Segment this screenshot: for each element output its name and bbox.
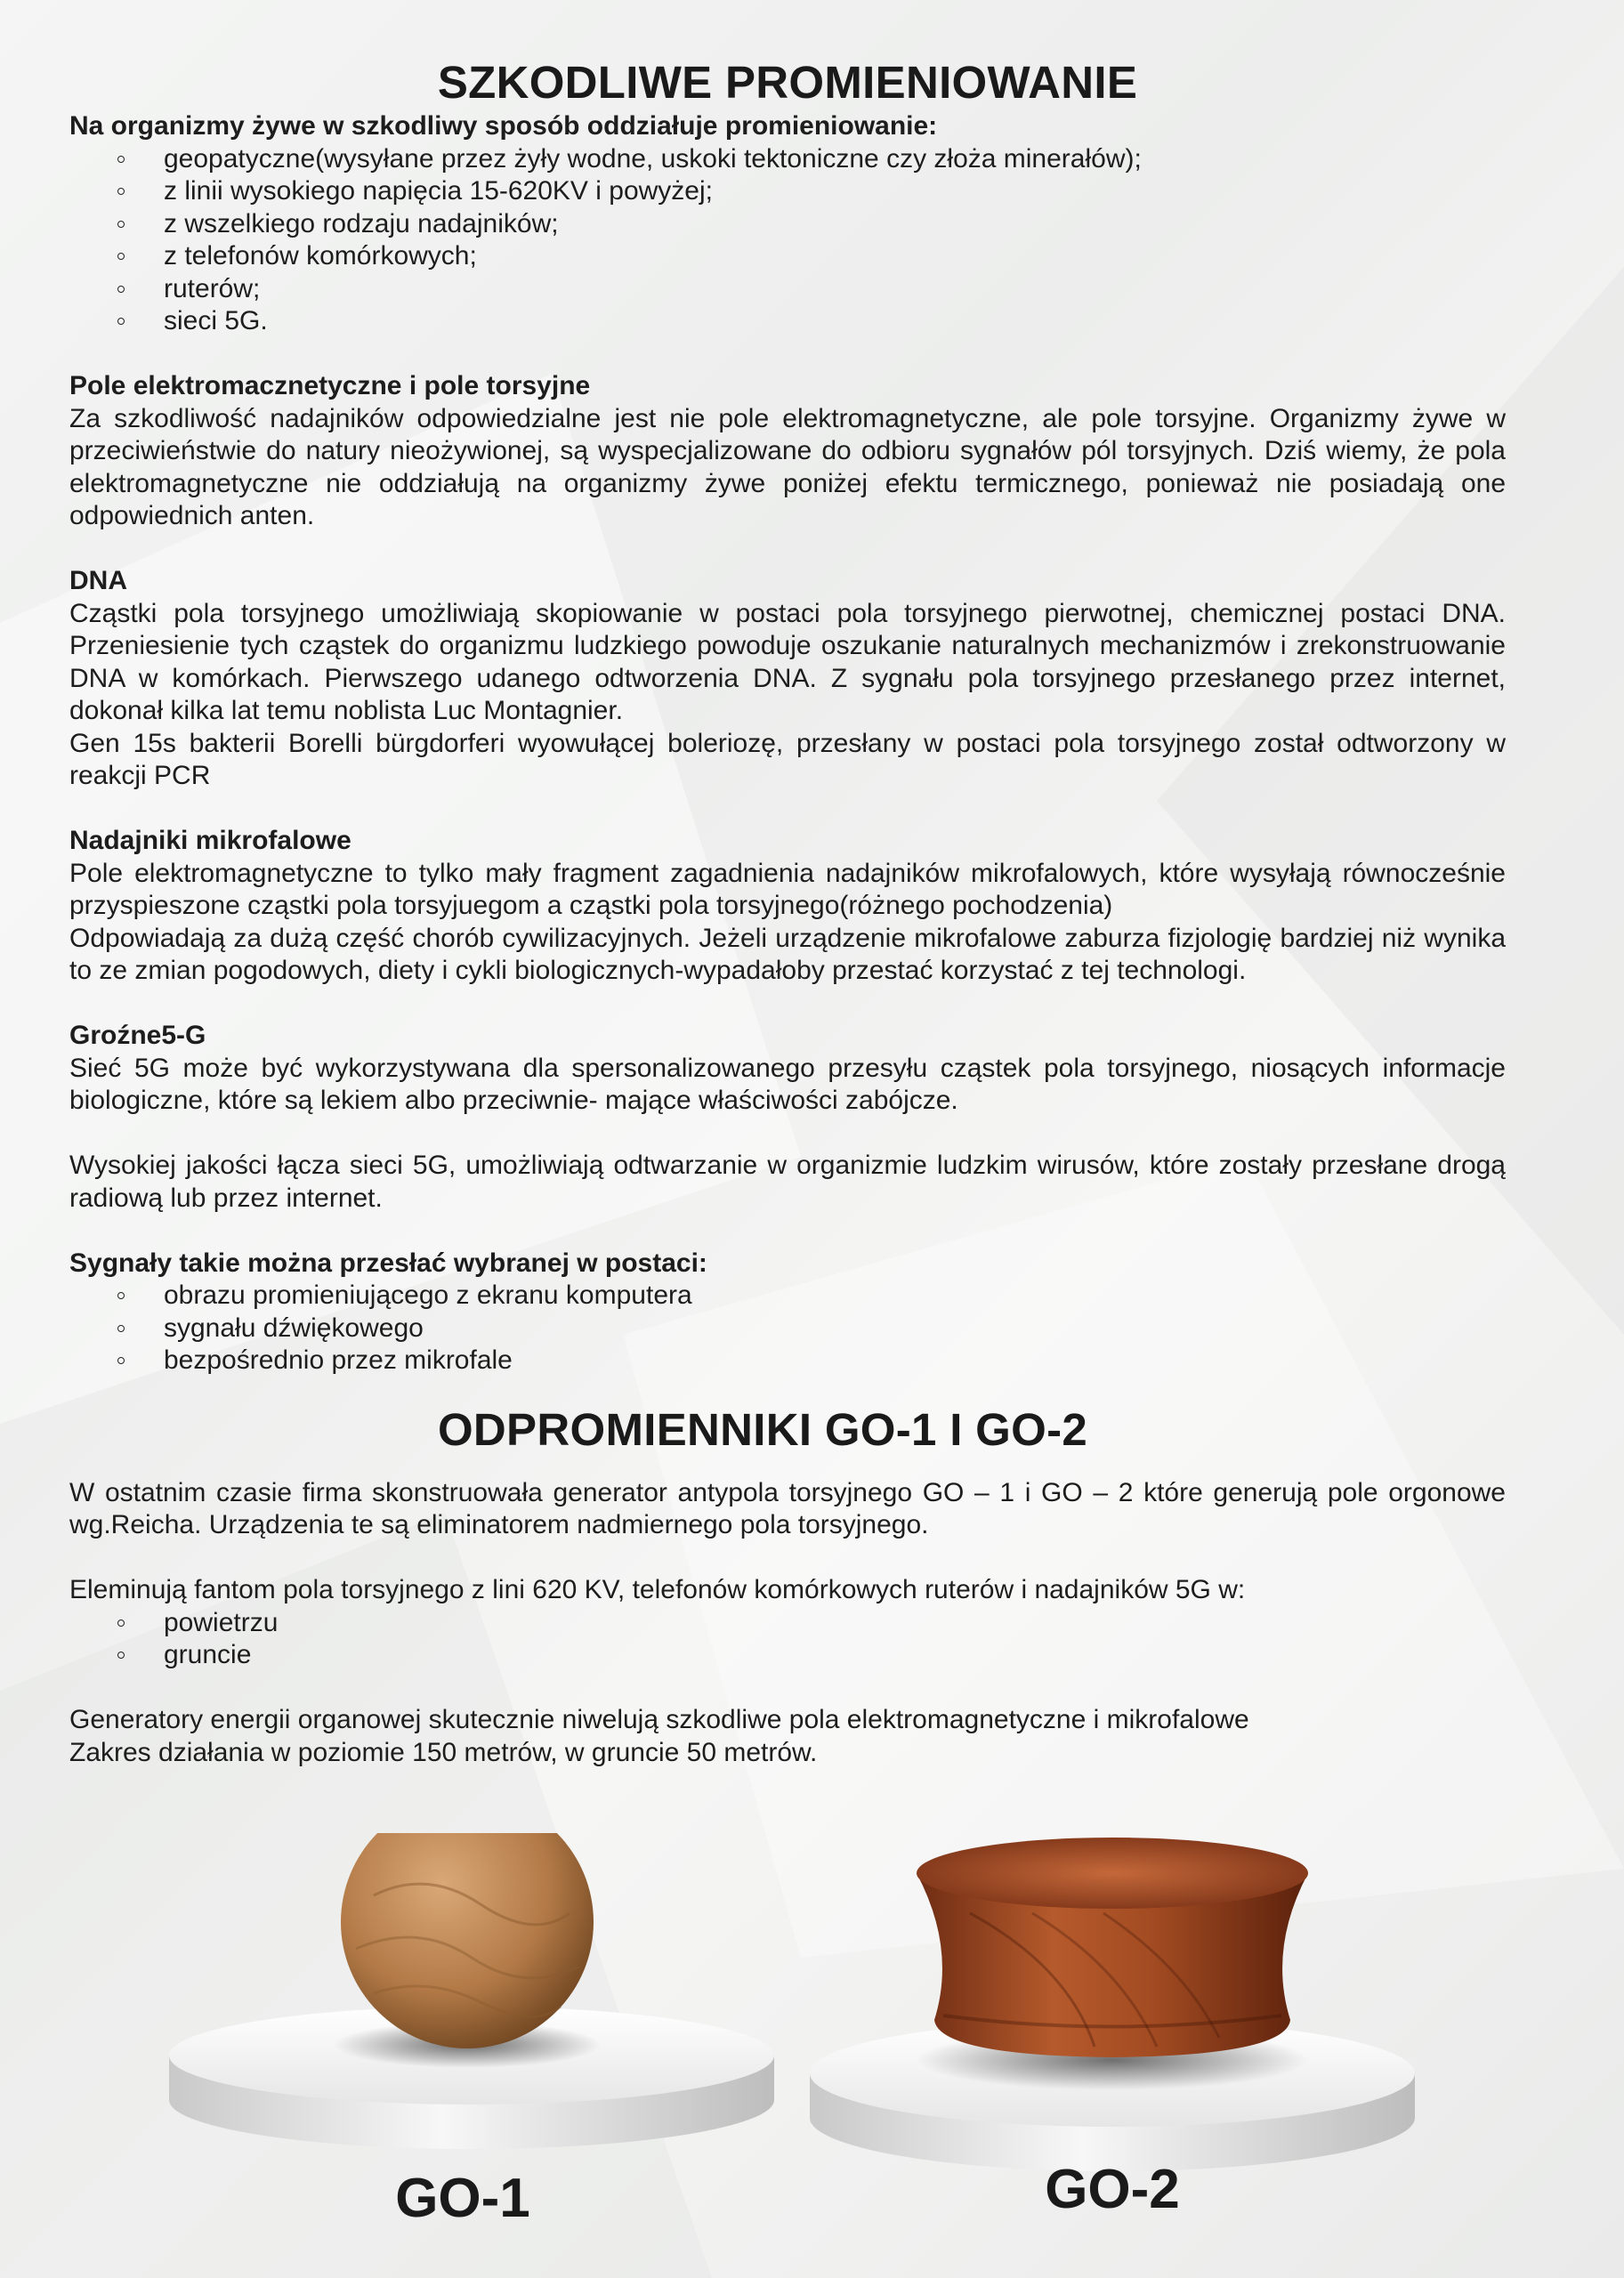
dna-paragraph-1: Cząstki pola torsyjnego umożliwiają skopiowanie w postaci pola torsyjnego pierwotnej, chemicznej postaci DNA. Przeniesienie tych cząstek do organizmu ludzkiego powoduje oszukanie naturalnych mechanizmów i zrekonstruowanie DNA w komórkach. Pierwszego udanego odtworzenia DNA. Z sygnału pola torsyjnego przesłanego przez internet, dokonał kilka lat temu noblista Luc Montagnier. bbox=[69, 598, 1506, 725]
go1-label: GO-1 bbox=[395, 2168, 530, 2229]
list-item: gruncie bbox=[69, 1639, 1506, 1672]
sources-intro: Na organizmy żywe w szkodliwy sposób oddziałuje promieniowanie: bbox=[69, 111, 938, 141]
radiation-sources-section bbox=[69, 110, 1506, 1377]
5g-paragraph-1: Sieć 5G może być wykorzystywana dla spersonalizowanego przesyłu cząstek pola torsyjnego, niosących informacje biologiczne, które są lekiem albo przeciwnie- mające właściwości zabójcze. bbox=[69, 1053, 1506, 1115]
signals-heading: Sygnały takie można przesłać wybranej w postaci: bbox=[69, 1248, 707, 1278]
list-item: ruterów; bbox=[69, 273, 1506, 306]
list-item: z linii wysokiego napięcia 15-620KV i powyżej; bbox=[69, 175, 1506, 208]
list-item: powietrzu bbox=[69, 1607, 1506, 1640]
devices-section bbox=[69, 1458, 1506, 1770]
fields-heading: Pole elektromacznetyczne i pole torsyjne bbox=[69, 371, 591, 400]
list-item: sieci 5G. bbox=[69, 305, 1506, 338]
list-item: bezpośrednio przez mikrofale bbox=[69, 1345, 1506, 1377]
document-page bbox=[69, 55, 1506, 1769]
devices-paragraph-1: W ostatnim czasie firma skonstruowała generator antypola torsyjnego GO – 1 i GO – 2 które generują pole orgonowe wg.Reicha. Urządzenia te są eliminatorem nadmiernego pola torsyjnego. bbox=[69, 1477, 1506, 1539]
microwave-paragraph-2: Odpowiadają za dużą część chorób cywilizacyjnych. Jeżeli urządzenie mikrofalowe zaburza fizjologię bardziej niż wynika to ze zmian pogodowych, diety i cykli biologicznych-wypadałoby przestać korzystać z tej technologi. bbox=[69, 923, 1506, 985]
5g-heading: Groźne5-G bbox=[69, 1021, 206, 1050]
5g-paragraph-2: Wysokiej jakości łącza sieci 5G, umożliwiają odtwarzanie w organizmie ludzkim wirusów, które zostały przesłane drogą radiową lub przez internet. bbox=[69, 1151, 1506, 1213]
sources-list bbox=[69, 143, 1506, 338]
devices-paragraph-3a: Generatory energii organowej skutecznie niwelują szkodliwe pola elektromagnetyczne i mikrofalowe bbox=[69, 1705, 1249, 1734]
products-area bbox=[0, 1815, 1624, 2278]
fields-paragraph: Za szkodliwość nadajników odpowiedzialne jest nie pole elektromagnetyczne, ale pole torsyjne. Organizmy żywe w przeciwieństwie do natury nieożywionej, są wyspecjalizowane do odbioru sygnałów pól torsyjnych. Dziś wiemy, że pola elektromagnetyczne nie oddziałują na organizmy żywe poniżej efektu termicznego, ponieważ nie posiadają one odpowiednich anten. bbox=[69, 403, 1506, 530]
title-harmful-radiation: SZKODLIWE PROMIENIOWANIE bbox=[437, 57, 1138, 108]
go2-label: GO-2 bbox=[1045, 2159, 1180, 2220]
dna-paragraph-2: Gen 15s bakterii Borelli bürgdorferi wyowułącej boleriozę, przesłany w postaci pola torsyjnego został odtworzony w reakcji PCR bbox=[69, 728, 1506, 790]
signals-list bbox=[69, 1280, 1506, 1377]
list-item: z wszelkiego rodzaju nadajników; bbox=[69, 208, 1506, 241]
title-devices: ODPROMIENNIKI GO-1 I GO-2 bbox=[437, 1403, 1088, 1455]
devices-paragraph-2: Eleminują fantom pola torsyjnego z lini 620 KV, telefonów komórkowych ruterów i nadajników 5G w: bbox=[69, 1575, 1246, 1604]
go1-product-image bbox=[160, 1833, 783, 2225]
go2-product-image bbox=[801, 1815, 1424, 2207]
devices-paragraph-3b: Zakres działania w poziomie 150 metrów, w gruncie 50 metrów. bbox=[69, 1737, 818, 1767]
places-list bbox=[69, 1607, 1506, 1672]
list-item: geopatyczne(wysyłane przez żyły wodne, uskoki tektoniczne czy złoża minerałów); bbox=[69, 143, 1506, 176]
list-item: obrazu promieniującego z ekranu komputera bbox=[69, 1280, 1506, 1313]
microwave-heading: Nadajniki mikrofalowe bbox=[69, 826, 351, 855]
list-item: z telefonów komórkowych; bbox=[69, 240, 1506, 273]
dna-heading: DNA bbox=[69, 566, 127, 595]
microwave-paragraph-1: Pole elektromagnetyczne to tylko mały fragment zagadnienia nadajników mikrofalowych, które wysyłają równocześnie przyspieszone cząstki pola torsyjuegom a cząstki pola torsyjnego(różnego pochodzenia) bbox=[69, 858, 1506, 920]
list-item: sygnału dźwiękowego bbox=[69, 1313, 1506, 1345]
